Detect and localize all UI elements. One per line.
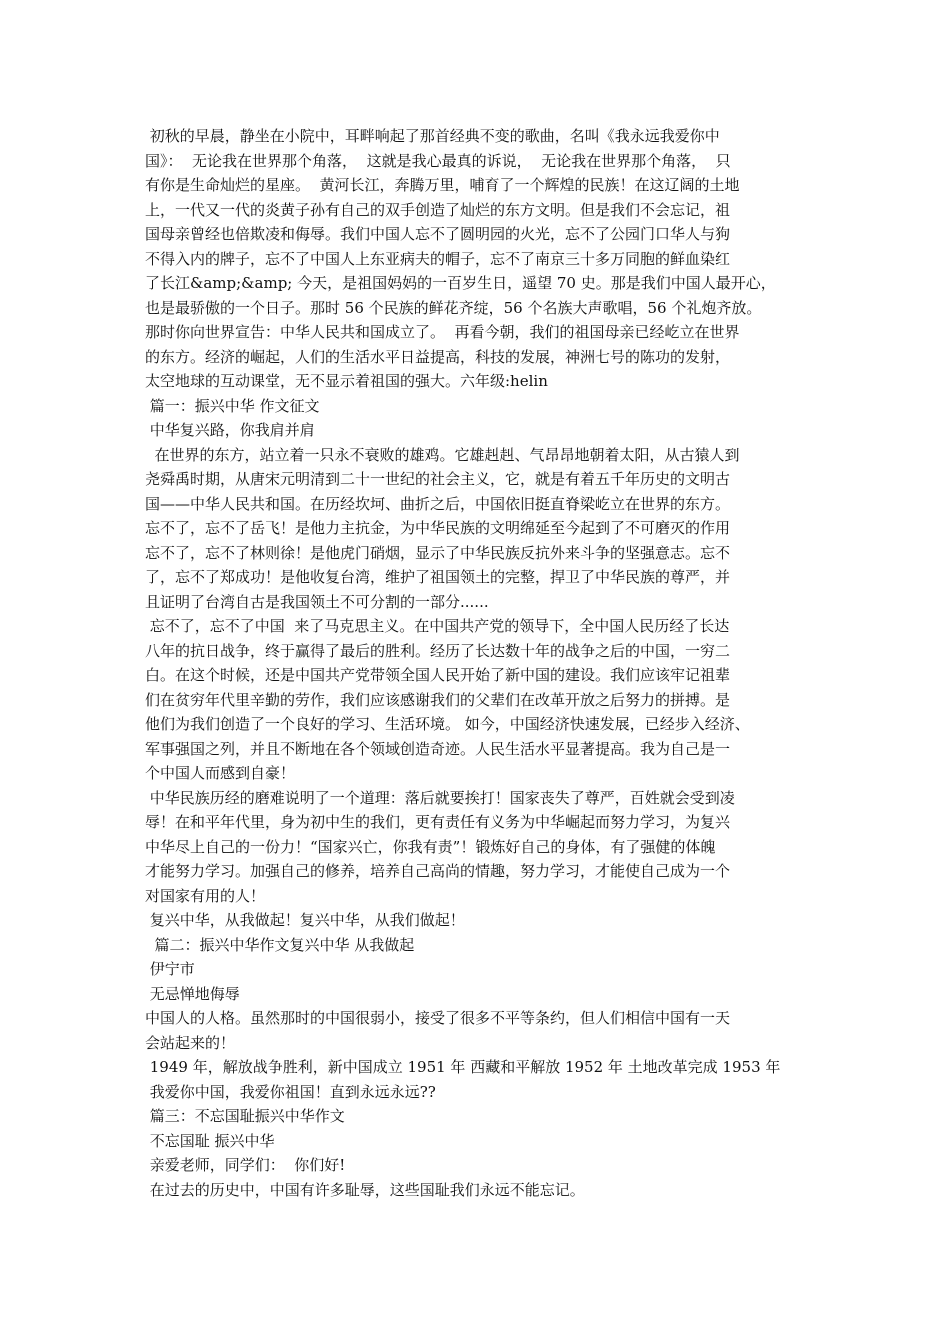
text-line: 在世界的东方，站立着一只永不衰败的雄鸡。它雄赳赳、气昂昂地朝着太阳，从古猿人到 [145,445,740,464]
text-line: 了长江&amp;&amp; 今天，是祖国妈妈的一百岁生日，遥望 70 史。那是我们中国人最开心， [145,274,776,292]
paragraph-heading-1 [145,394,825,419]
text-line: 那时你向世界宣告：中华人民共和国成立了。 再看今朝，我们的祖国母亲已经屹立在世界 [145,323,740,341]
text-line: 中国人的人格。虽然那时的中国很弱小，接受了很多不平等条约，但人们相信中国有一天 [145,1009,731,1027]
text-line: 尧舜禹时期，从唐宋元明清到二十一世纪的社会主义，它，就是有着五千年历史的文明古 [145,470,731,488]
text-line: 忘不了，忘不了岳飞！是他力主抗金，为中华民族的文明绵延至今起到了不可磨灭的作用 [145,519,731,537]
text-line: 伊宁市 [145,960,195,978]
text-line: 初秋的早晨，静坐在小院中，耳畔响起了那首经典不变的歌曲，名叫《我永远我爱你中 [145,127,720,145]
text-line: 八年的抗日战争，终于赢得了最后的胜利。经历了长达数十年的战争之后的中国，一穷二 [145,641,731,660]
text-line: 的东方。经济的崛起，人们的生活水平日益提高，科技的发展，神洲七号的陈功的发射， [145,347,731,366]
text-line: 国》： 无论我在世界那个角落， 这就是我心最真的诉说， 无论我在世界那个角落， 只 [145,151,731,170]
paragraph-p10 [145,1129,825,1154]
paragraph-subtitle-1 [145,418,825,443]
text-line: 1949 年，解放战争胜利，新中国成立 1951 年 西藏和平解放 1952 年 土地改革完成 1953 年 [145,1058,781,1076]
text-line: 有你是生命灿烂的星座。 黄河长江，奔腾万里，哺育了一个辉煌的民族！在这辽阔的土地 [145,176,740,194]
text-line: 且证明了台湾自古是我国领土不可分割的一部分...... [145,592,489,611]
paragraph-intro [145,124,825,394]
text-line: 不得入内的牌子，忘不了中国人上东亚病夫的帽子，忘不了南京三十多万同胞的鲜血染红 [145,249,731,268]
text-line: 个中国人而感到自豪！ [145,764,296,782]
paragraph-p9 [145,1080,825,1105]
text-line: 篇一：振兴中华 作文征文 [145,396,320,415]
text-line: 也是最骄傲的一个日子。那时 56 个民族的鲜花齐绽，56 个名族大声歌唱，56 个礼炮齐放。 [145,298,762,317]
text-line: 在过去的历史中，中国有许多耻辱，这些国耻我们永远不能忘记。 [145,1180,585,1199]
text-line: 篇三：不忘国耻振兴中华作文 [145,1107,345,1125]
text-line: 对国家有用的人！ [145,886,266,905]
paragraph-p5 [145,957,825,982]
text-line: 篇二：振兴中华作文复兴中华 从我做起 [145,935,415,954]
text-line: 辱！在和平年代里，身为初中生的我们，更有责任有义务为中华崛起而努力学习，为复兴 [145,813,731,831]
text-line: 们在贫穷年代里辛勤的劳作，我们应该感谢我们的父辈们在改革开放之后努力的拼搏。是 [145,690,731,709]
text-line: 国——中华人民共和国。在历经坎坷、曲折之后，中国依旧挺直脊梁屹立在世界的东方。 [145,494,731,513]
text-line: 军事强国之列，并且不断地在各个领域创造奇迹。人民生活水平显著提高。我为自己是一 [145,739,731,758]
paragraph-p8 [145,1055,825,1080]
text-line: 不忘国耻 振兴中华 [145,1131,275,1150]
paragraph-heading-3 [145,1104,825,1129]
paragraph-p11 [145,1153,825,1178]
text-line: 会站起来的！ [145,1033,236,1052]
text-line: 中华民族历经的磨难说明了一个道理：落后就要挨打！国家丧失了尊严，百姓就会受到凌 [145,788,735,807]
text-line: 才能努力学习。加强自己的修养，培养自己高尚的情趣，努力学习，才能使自己成为一个 [145,862,731,880]
text-line: 太空地球的互动课堂，无不显示着祖国的强大。六年级:helin [145,372,548,390]
text-line: 了，忘不了郑成功！是他收复台湾，维护了祖国领土的完整，捍卫了中华民族的尊严，并 [145,568,731,586]
paragraph-p1 [145,443,825,615]
text-line: 亲爱老师，同学们： 你们好! [145,1156,346,1174]
text-line: 上，一代又一代的炎黄子孙有自己的双手创造了灿烂的东方文明。但是我们不会忘记，祖 [145,200,731,219]
text-line: 忘不了，忘不了中国 来了马克思主义。在中国共产党的领导下，全中国人民历经了长达 [145,617,730,635]
paragraph-p4 [145,908,825,933]
document-body [145,124,825,1202]
paragraph-p6 [145,982,825,1007]
text-line: 白。在这个时候，还是中国共产党带领全国人民开始了新中国的建设。我们应该牢记祖辈 [145,666,731,684]
text-line: 我爱你中国，我爱你祖国！直到永远永远?? [145,1082,436,1101]
paragraph-heading-2 [145,933,825,958]
text-line: 忘不了，忘不了林则徐！是他虎门硝烟，显示了中华民族反抗外来斗争的坚强意志。忘不 [145,543,731,562]
text-line: 中华尽上自己的一份力！“国家兴亡，你我有责”！锻炼好自己的身体，有了强健的体魄 [145,837,716,856]
text-line: 他们为我们创造了一个良好的学习、生活环境。 如今，中国经济快速发展，已经步入经济、 [145,715,750,733]
text-line: 复兴中华，从我做起！复兴中华，从我们做起！ [145,911,465,929]
text-line: 无忌惮地侮辱 [145,984,240,1003]
paragraph-p2 [145,614,825,786]
paragraph-p3 [145,786,825,909]
paragraph-p7 [145,1006,825,1055]
text-line: 国母亲曾经也倍欺凌和侮辱。我们中国人忘不了圆明园的火光，忘不了公园门口华人与狗 [145,225,731,243]
paragraph-p12 [145,1178,825,1203]
text-line: 中华复兴路，你我肩并肩 [145,421,315,439]
